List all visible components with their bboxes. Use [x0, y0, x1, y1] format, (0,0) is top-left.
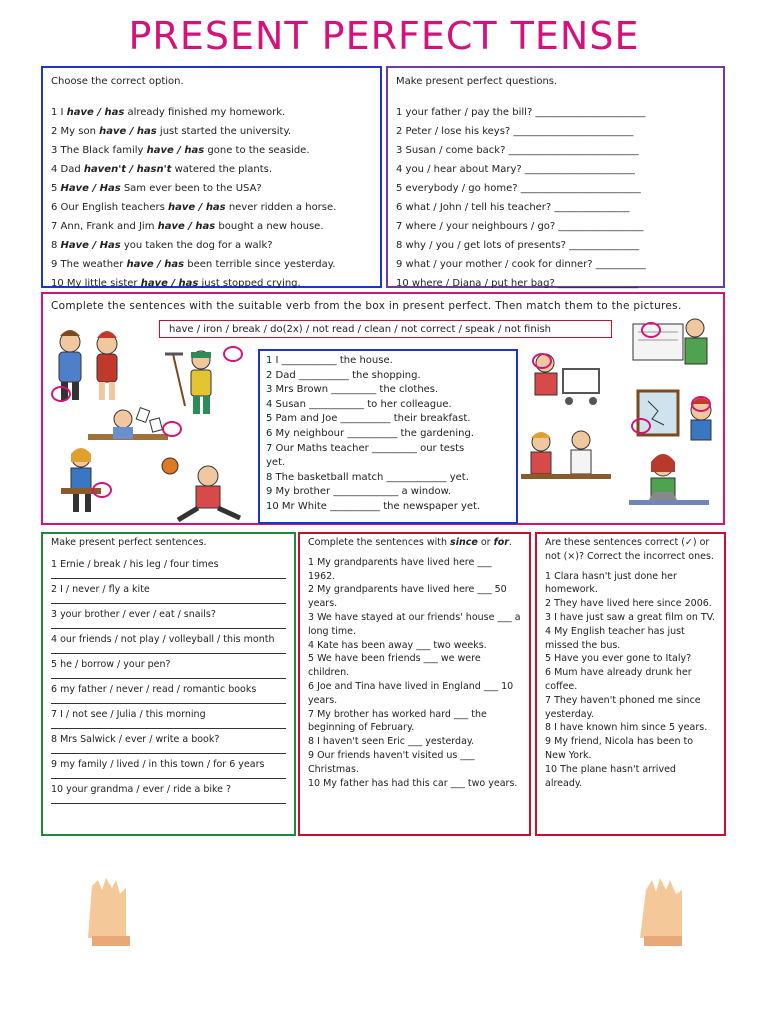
item-text: Sam ever been to the USA?: [120, 183, 262, 194]
exercise-items: [308, 556, 521, 791]
page-title: PRESENT PERFECT TENSE: [128, 14, 640, 58]
list-item: 4 Kate has been away ___ two weeks.: [308, 639, 487, 651]
list-item: 5 Pam and Joe __________ their breakfast.: [266, 413, 471, 425]
exercise-items: [396, 103, 715, 293]
option-choice[interactable]: have / has: [157, 221, 216, 232]
list-item: 8 The basketball match ____________ yet.: [266, 471, 469, 483]
option-choice[interactable]: Have / Has: [60, 240, 121, 251]
list-item: 6 Joe and Tina have lived in England ___ 10 years.: [308, 680, 514, 706]
list-item: [51, 236, 372, 255]
item-text: 8 Mrs Salwick / ever / write a book?: [51, 734, 220, 745]
list-item: [51, 198, 372, 217]
list-item: [51, 683, 286, 704]
exercise-make-sentences: [41, 532, 296, 836]
list-item: [51, 658, 286, 679]
item-text: been terrible since yesterday.: [184, 259, 336, 270]
list-item: yet.: [266, 457, 286, 469]
item-text: 10 your grandma / ever / ride a bike ?: [51, 784, 232, 795]
verb-box: have / iron / break / do(2x) / not read / clean / not correct / speak / not finish: [159, 320, 612, 338]
list-item: 10 where / Diana / put her bag? ________________: [396, 278, 639, 289]
answer-line[interactable]: [51, 622, 286, 629]
list-item: 4 My English teacher has just missed the bus.: [545, 625, 685, 651]
list-item: [51, 558, 286, 579]
list-item: 1 Clara hasn't just done her homework.: [545, 570, 677, 596]
list-item: 9 Our friends haven't visited us ___ Christmas.: [308, 749, 475, 775]
list-item: 6 Mum have already drunk her coffee.: [545, 667, 692, 692]
item-text: gone to the seaside.: [204, 145, 310, 156]
list-item: 3 Susan / come back? __________________________: [396, 145, 639, 156]
list-item: 7 My brother has worked hard ___ the beginning of February.: [308, 708, 487, 734]
option-choice[interactable]: have / has: [146, 145, 205, 156]
list-item: 7 where / your neighbours / go? _________________: [396, 221, 644, 232]
hand-decoration: [86, 876, 132, 950]
answer-circle[interactable]: [641, 322, 661, 338]
list-item: 1 I ___________ the house.: [266, 355, 393, 366]
item-text: 1 I: [51, 107, 67, 118]
list-item: 6 what / John / tell his teacher? _______________: [396, 202, 630, 213]
list-item: 5 Have you ever gone to Italy?: [545, 653, 692, 665]
item-text: 1 Ernie / break / his leg / four times: [51, 559, 219, 570]
since-word: since: [450, 537, 478, 548]
girl-chair-picture: [51, 444, 121, 516]
list-item: [51, 783, 286, 804]
option-choice[interactable]: have / has: [66, 107, 125, 118]
exercise-questions: [386, 66, 725, 288]
item-text: 7 Ann, Frank and Jim: [51, 221, 158, 232]
instruction-text: Complete the sentences with: [308, 537, 451, 548]
list-item: [51, 255, 372, 274]
list-item: [51, 733, 286, 754]
item-text: just stopped crying.: [198, 278, 301, 289]
item-text: 8: [51, 240, 61, 251]
list-item: [51, 758, 286, 779]
list-item: 1 My grandparents have lived here ___ 1962.: [308, 556, 492, 582]
answer-line[interactable]: [51, 747, 286, 754]
item-text: bought a new house.: [215, 221, 324, 232]
exercise-since-for: [298, 532, 531, 836]
answer-circle[interactable]: [223, 346, 243, 362]
item-text: 9 my family / lived / in this town / for 6 years: [51, 759, 265, 770]
list-item: 1 your father / pay the bill? ______________________: [396, 107, 646, 118]
breakfast-picture: [521, 426, 611, 498]
exercise-correct-incorrect: [535, 532, 726, 836]
option-choice[interactable]: Have / Has: [60, 183, 121, 194]
item-text: already finished my homework.: [124, 107, 286, 118]
list-item: 6 My neighbour __________ the gardening.: [266, 427, 474, 439]
sentence-box: [258, 349, 518, 524]
list-item: 8 why / you / get lots of presents? ______________: [396, 240, 640, 251]
item-text: 2 I / never / fly a kite: [51, 584, 150, 595]
option-choice[interactable]: have / has: [99, 126, 157, 137]
exercise-verb-box: [41, 292, 725, 525]
item-text: 5 he / borrow / your pen?: [51, 659, 171, 670]
list-item: 4 Susan ___________ to her colleague.: [266, 398, 452, 410]
exercise-instruction: [308, 536, 521, 550]
option-choice[interactable]: have / has: [126, 259, 185, 270]
list-item: [51, 708, 286, 729]
item-text: 5: [51, 183, 61, 194]
answer-line[interactable]: [51, 647, 286, 654]
item-text: 4 Dad: [51, 164, 84, 175]
answer-circle[interactable]: [92, 482, 112, 498]
item-text: just started the university.: [156, 126, 292, 137]
exercise-instruction: Choose the correct option.: [51, 76, 184, 87]
answer-circle[interactable]: [51, 386, 71, 402]
list-item: 7 They haven't phoned me since yesterday.: [545, 694, 701, 720]
or-word: or: [477, 537, 494, 548]
answer-circle[interactable]: [532, 353, 552, 369]
list-item: 3 We have stayed at our friends' house ___ a long time.: [308, 611, 521, 637]
exercise-items: [51, 558, 286, 804]
option-choice[interactable]: have / has: [140, 278, 199, 289]
list-item: 10 My father has had this car ___ two years.: [308, 777, 518, 789]
list-item: [51, 141, 372, 160]
list-item: 2 Peter / lose his keys? ________________________: [396, 126, 634, 137]
gardener-picture: [163, 346, 233, 418]
list-item: 5 everybody / go home? ________________________: [396, 183, 641, 194]
exercise-items: [545, 570, 716, 791]
for-word: for: [493, 537, 509, 548]
list-item: 7 Our Maths teacher _________ our tests: [266, 442, 465, 454]
answer-line[interactable]: [51, 572, 286, 579]
list-item: 2 Dad __________ the shopping.: [266, 369, 421, 381]
item-text: 2 My son: [51, 126, 100, 137]
list-item: [51, 608, 286, 629]
list-item: 10 The plane hasn't arrived already.: [545, 763, 676, 789]
broken-window-picture: [633, 386, 723, 446]
list-item: [51, 122, 372, 141]
answer-line[interactable]: [51, 797, 286, 804]
list-item: 2 My grandparents have lived here ___ 50 years.: [308, 584, 507, 610]
list-item: 8 I haven't seen Eric ___ yesterday.: [308, 736, 475, 748]
item-text: watered the plants.: [171, 164, 273, 175]
exercise-instruction: Are these sentences correct (✓) or not (×)? Correct the incorrect ones.: [545, 537, 714, 562]
list-item: 10 Mr White __________ the newspaper yet.: [266, 500, 481, 512]
item-text: 4 our friends / not play / volleyball / this month: [51, 634, 275, 645]
dot: .: [508, 537, 512, 548]
answer-line[interactable]: [51, 697, 286, 704]
option-choice[interactable]: haven't / hasn't: [83, 164, 172, 175]
list-item: [51, 160, 372, 179]
list-item: 5 We have been friends ___ we were children.: [308, 653, 481, 679]
newspaper-reader-picture: [623, 314, 713, 386]
answer-circle[interactable]: [162, 421, 182, 437]
list-item: 2 They have lived here since 2006.: [545, 598, 712, 610]
item-text: 10 My little sister: [51, 278, 141, 289]
answer-line[interactable]: [51, 722, 286, 729]
item-text: 3 The Black family: [51, 145, 147, 156]
exercise-choose-option: [41, 66, 382, 288]
exercise-instruction: Make present perfect questions.: [396, 76, 558, 87]
list-item: [51, 274, 372, 293]
list-item: 4 you / hear about Mary? ______________________: [396, 164, 635, 175]
answer-circle[interactable]: [631, 418, 651, 434]
basketball-picture: [158, 454, 248, 524]
list-item: [51, 217, 372, 236]
ironing-picture: [623, 452, 713, 522]
item-text: 7 I / not see / Julia / this morning: [51, 709, 206, 720]
answer-line[interactable]: [51, 772, 286, 779]
item-text: 9 The weather: [51, 259, 127, 270]
hand-decoration: [640, 876, 686, 950]
list-item: 9 My friend, Nicola has been to New York.: [545, 736, 694, 761]
item-text: you taken the dog for a walk?: [120, 240, 273, 251]
answer-line[interactable]: [51, 597, 286, 604]
item-text: 3 your brother / ever / eat / snails?: [51, 609, 216, 620]
exercise-instruction: Make present perfect sentences.: [51, 537, 207, 548]
list-item: [51, 583, 286, 604]
list-item: [51, 633, 286, 654]
list-item: 9 what / your mother / cook for dinner? __________: [396, 259, 646, 270]
list-item: 3 Mrs Brown _________ the clothes.: [266, 384, 439, 396]
answer-circle[interactable]: [691, 396, 711, 412]
list-item: 3 I have just saw a great film on TV.: [545, 611, 715, 623]
list-item: [51, 103, 372, 122]
item-text: never ridden a horse.: [225, 202, 337, 213]
item-text: 6 Our English teachers: [51, 202, 169, 213]
answer-line[interactable]: [51, 672, 286, 679]
list-item: 9 My brother _____________ a window.: [266, 486, 452, 498]
item-text: 6 my father / never / read / romantic books: [51, 684, 257, 695]
exercise-items: [51, 103, 372, 293]
exercise-instruction: Complete the sentences with the suitable verb from the box in present perfect. Then match them to the pictures.: [51, 300, 682, 312]
option-choice[interactable]: have / has: [168, 202, 226, 213]
list-item: 8 I have known him since 5 years.: [545, 722, 708, 734]
list-item: [51, 179, 372, 198]
